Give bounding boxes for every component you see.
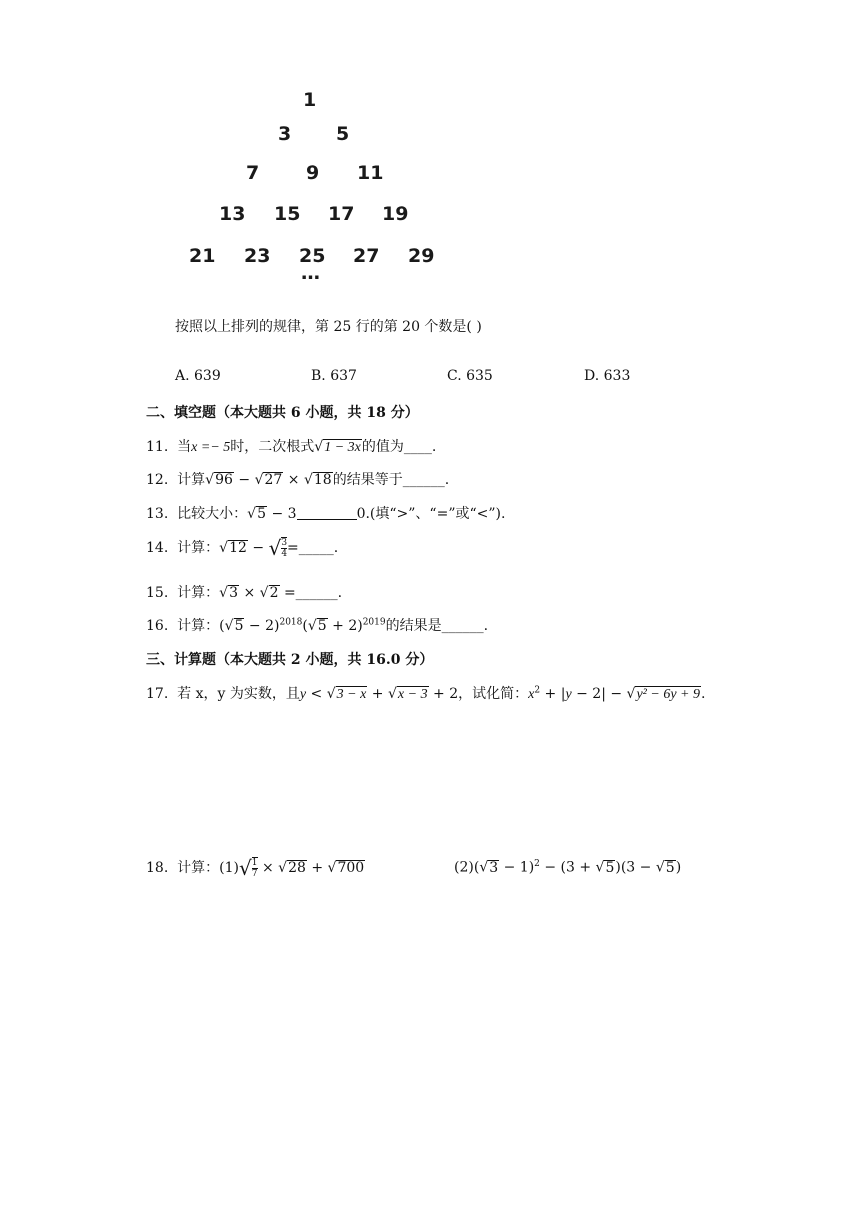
text: 计算： xyxy=(177,585,220,601)
exponent: 2019 xyxy=(362,617,386,628)
question-number: 16. xyxy=(146,618,169,634)
question-number: 11. xyxy=(146,439,169,455)
q10-option-c: C. 635 xyxy=(447,368,493,384)
question-number: 15. xyxy=(146,585,169,601)
text: 计算： xyxy=(177,540,220,556)
radicand: 5 xyxy=(234,618,244,634)
radicand: 2 xyxy=(269,585,279,601)
section-title: 二、填空题（本大题共 6 小题，共 18 分） xyxy=(146,405,419,421)
section-title: 三、计算题（本大题共 2 小题，共 16.0 分） xyxy=(146,652,434,668)
text: =_____. xyxy=(287,540,339,556)
radicand: 1 − 3x xyxy=(324,440,361,455)
radicand: x − 3 xyxy=(397,687,428,702)
tri-ellipsis: … xyxy=(301,262,320,284)
text: 若 x，y 为实数，且 xyxy=(177,686,300,702)
tri-num: 23 xyxy=(244,245,271,267)
q10-option-b: B. 637 xyxy=(311,368,357,384)
radicand: 5 xyxy=(605,859,615,876)
text: 时，二次根式 xyxy=(230,439,315,455)
denominator: 4 xyxy=(281,549,288,559)
exponent: 2018 xyxy=(279,617,303,628)
text: − 3 xyxy=(267,506,297,522)
tri-num: 29 xyxy=(408,245,435,267)
q10-option-a: A. 639 xyxy=(175,368,221,384)
radicand: 5 xyxy=(257,506,267,522)
question-12: 12. 计算√96 − √27 × √18的结果等于______. xyxy=(146,472,450,488)
question-13: 13. 比较大小：√5 − 3 0.(填“>”、“=”或“<”). xyxy=(146,506,506,522)
radicand: 27 xyxy=(264,472,283,488)
text: 当 xyxy=(177,439,192,455)
radicand: 700 xyxy=(337,860,365,876)
tri-num: 5 xyxy=(336,123,350,145)
text: (2) xyxy=(454,859,474,876)
text: 的结果等于______. xyxy=(332,472,450,488)
question-number: 14. xyxy=(146,540,169,556)
radicand: 28 xyxy=(288,860,306,876)
radicand: 96 xyxy=(215,472,233,488)
tri-num: 9 xyxy=(306,162,320,184)
radicand: 5 xyxy=(665,859,675,876)
tri-num: 13 xyxy=(219,203,246,225)
radicand: 3 xyxy=(489,859,499,876)
question-18-part-2: $(2)(√3 - 1)^2 - (3 + √5)(3 - √5)$ xyxy=(454,859,682,876)
text: 计算： xyxy=(177,618,220,634)
tri-num: 1 xyxy=(303,89,317,111)
answer-blank xyxy=(297,505,357,520)
text: 比较大小： xyxy=(177,506,248,522)
tri-num: 17 xyxy=(328,203,355,225)
numerator: 1 xyxy=(251,858,258,868)
text: 0.(填“>”、“=”或“<”). xyxy=(356,506,506,522)
text: ，试化简： xyxy=(458,686,529,702)
tri-num: 25 xyxy=(299,245,326,267)
question-16: 16. 计算：$(√5 - 2)^{2018}(√5 + 2)^{2019}$的结果是______. xyxy=(146,617,489,634)
question-18: 18. 计算：(1)√ $\frac{1}{7}$ × √28 + √700 xyxy=(146,856,365,880)
tri-num: 21 xyxy=(189,245,216,267)
question-15: 15. 计算：√3 × √2 =______. xyxy=(146,585,343,601)
question-number: 12. xyxy=(146,472,169,488)
tri-num: 3 xyxy=(278,123,292,145)
tri-num: 15 xyxy=(274,203,301,225)
radicand: 3 − x xyxy=(336,687,367,702)
question-number: 13. xyxy=(146,506,169,522)
question-17: 17. 若 x，y 为实数，且y < √3 − x + √x − 3 + 2，试化简：$x^2 + |y - 2| - √y^2 - 6y + 9$. xyxy=(146,685,706,702)
tri-num: 7 xyxy=(246,162,260,184)
radicand: y² − 6y + 9 xyxy=(636,687,700,702)
fraction xyxy=(252,857,258,879)
question-number: 17. xyxy=(146,686,169,702)
math: x =− 5 xyxy=(191,440,231,455)
text: 计算 xyxy=(177,472,206,488)
radicand: 12 xyxy=(229,540,247,556)
text: =______. xyxy=(283,585,343,601)
question-14: 14. 计算：√12 − √ $\frac{3}{4}$ =_____. xyxy=(146,536,339,560)
question-11: 11. 当x =− 5时，二次根式√1 − 3x的值为____. xyxy=(146,439,437,455)
tri-num: 27 xyxy=(353,245,380,267)
radicand: 5 xyxy=(317,618,327,634)
q10-option-d: D. 633 xyxy=(584,368,631,384)
radicand: 3 xyxy=(229,585,239,601)
text: 计算：(1) xyxy=(177,860,240,876)
q10-stem: 按照以上排列的规律，第 25 行的第 20 个数是( ) xyxy=(175,319,482,335)
text: 的值为____. xyxy=(361,439,437,455)
tri-num: 19 xyxy=(382,203,409,225)
tri-num: 11 xyxy=(357,162,384,184)
question-number: 18. xyxy=(146,860,169,876)
radicand: 18 xyxy=(313,472,332,488)
denominator: 7 xyxy=(251,869,258,879)
text: 的结果是______. xyxy=(385,618,489,634)
numerator: 3 xyxy=(281,538,288,548)
